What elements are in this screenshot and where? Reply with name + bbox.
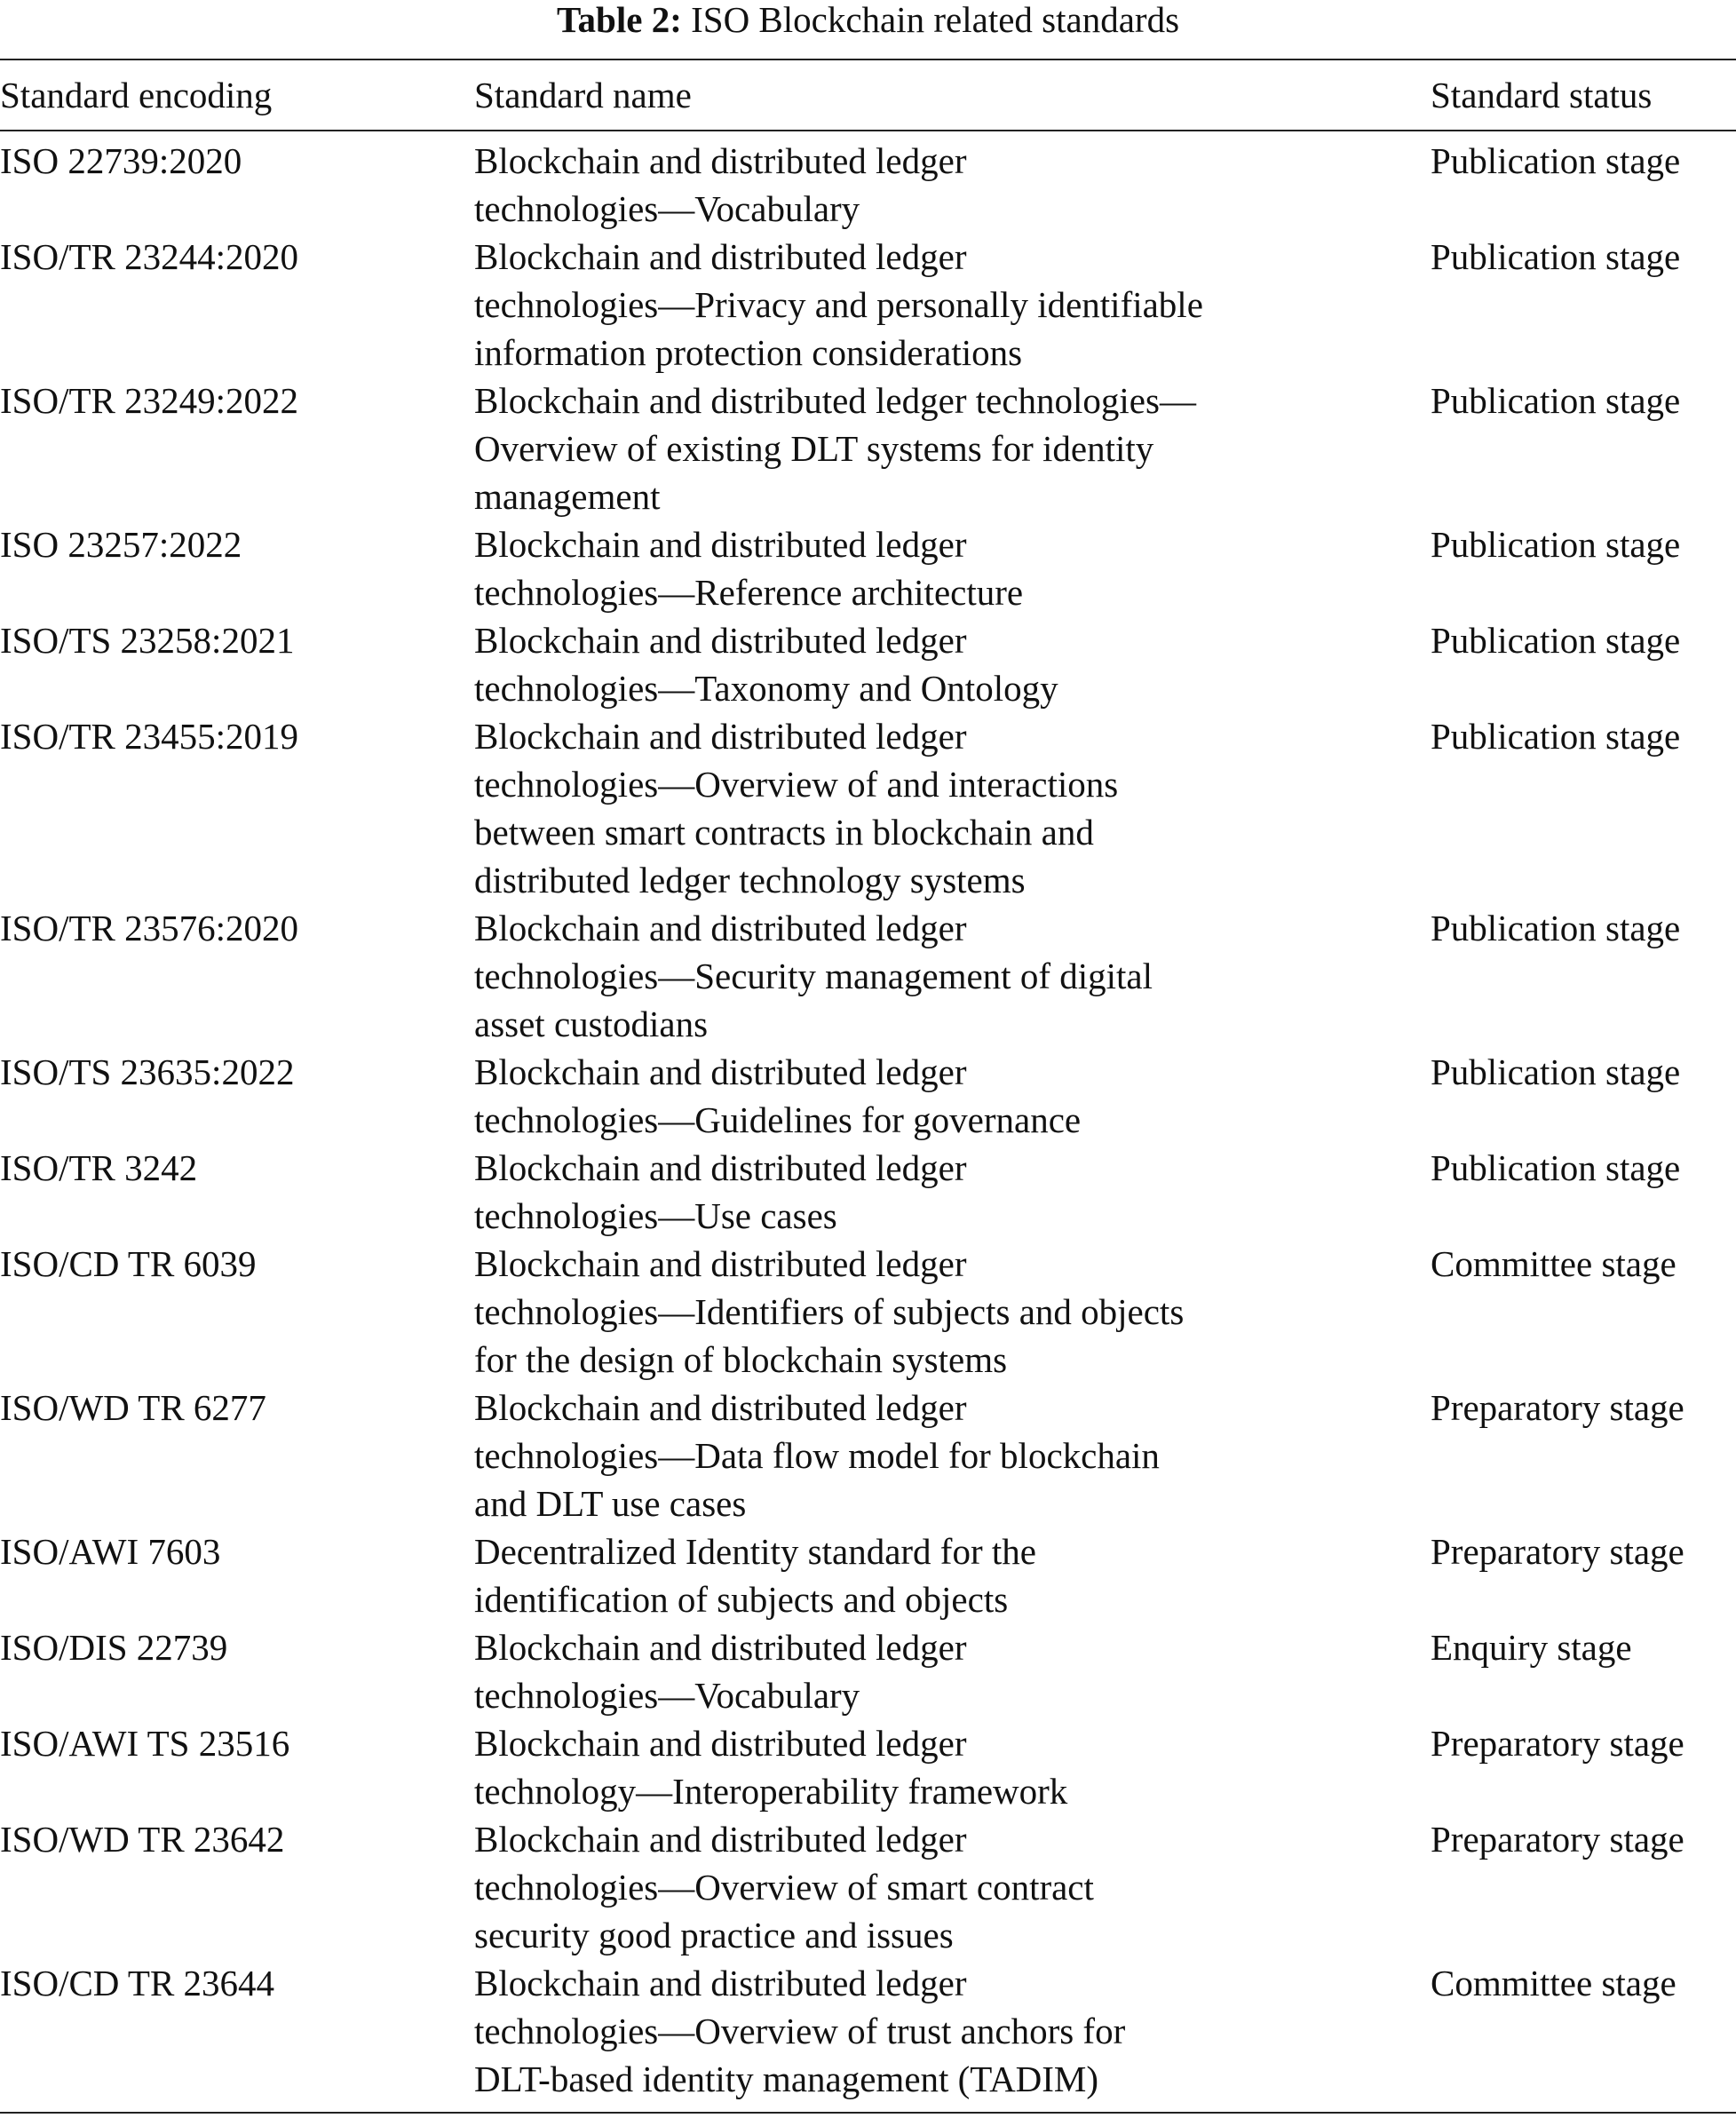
cell-standard-name	[474, 1384, 1431, 1527]
cell-standard-encoding: ISO/TS 23258:2021	[0, 620, 295, 661]
cell-standard-name	[474, 233, 1431, 377]
cell-standard-encoding: ISO/WD TR 6277	[0, 1387, 266, 1428]
cell-standard-status: Preparatory stage	[1431, 1531, 1684, 1572]
cell-standard-encoding: ISO/CD TR 6039	[0, 1243, 257, 1284]
standard-name-line: Blockchain and distributed ledger	[474, 1627, 967, 1668]
cell-standard-encoding: ISO/TS 23635:2022	[0, 1051, 295, 1092]
standard-name-line: Blockchain and distributed ledger	[474, 620, 967, 661]
cell-standard-encoding: ISO/TR 3242	[0, 1147, 198, 1188]
cell-standard-status: Preparatory stage	[1431, 1819, 1684, 1860]
cell-standard-status: Publication stage	[1431, 524, 1681, 565]
table-row	[0, 520, 1736, 616]
cell-standard-name	[474, 1719, 1431, 1815]
table-row	[0, 1527, 1736, 1623]
table-header-row	[0, 60, 1736, 131]
standard-name-line: and DLT use cases	[474, 1483, 747, 1524]
table-caption-label: Table 2:	[556, 0, 682, 40]
standard-name-line: technologies—Overview of trust anchors for	[474, 2011, 1126, 2051]
cell-standard-encoding: ISO 22739:2020	[0, 140, 242, 181]
cell-standard-name	[474, 520, 1431, 616]
cell-standard-name	[474, 1959, 1431, 2103]
standard-name-line: Blockchain and distributed ledger	[474, 908, 967, 948]
standard-name-line: technologies—Data flow model for blockchain	[474, 1435, 1160, 1476]
standard-name-line: security good practice and issues	[474, 1915, 954, 1955]
header-standard-encoding: Standard encoding	[0, 75, 273, 115]
table-row	[0, 1815, 1736, 1959]
table-row	[0, 233, 1736, 377]
cell-standard-encoding: ISO/WD TR 23642	[0, 1819, 285, 1860]
table-row	[0, 137, 1736, 233]
standard-name-line: Blockchain and distributed ledger	[474, 1387, 967, 1428]
cell-standard-name	[474, 712, 1431, 904]
cell-standard-name	[474, 137, 1431, 233]
standard-name-line: technologies—Identifiers of subjects and objects	[474, 1291, 1185, 1332]
standard-name-line: Decentralized Identity standard for the	[474, 1531, 1036, 1572]
cell-standard-status: Publication stage	[1431, 716, 1681, 757]
cell-standard-name	[474, 377, 1431, 520]
cell-standard-name	[474, 1240, 1431, 1384]
standard-name-line: asset custodians	[474, 1004, 709, 1044]
cell-standard-name	[474, 904, 1431, 1048]
table-row	[0, 1623, 1736, 1719]
standard-name-line: Overview of existing DLT systems for identity	[474, 428, 1154, 469]
table-row	[0, 377, 1736, 520]
cell-standard-status: Publication stage	[1431, 1051, 1681, 1092]
cell-standard-name	[474, 1527, 1431, 1623]
table-row	[0, 1048, 1736, 1144]
cell-standard-status: Publication stage	[1431, 1147, 1681, 1188]
cell-standard-name	[474, 1815, 1431, 1959]
table-caption-text: ISO Blockchain related standards	[691, 0, 1180, 40]
table-row	[0, 1959, 1736, 2103]
standard-name-line: Blockchain and distributed ledger	[474, 236, 967, 277]
standard-name-line: DLT-based identity management (TADIM)	[474, 2059, 1099, 2099]
cell-standard-encoding: ISO/DIS 22739	[0, 1627, 228, 1668]
table-row	[0, 616, 1736, 712]
table-row	[0, 1240, 1736, 1384]
standard-name-line: technologies—Security management of digital	[474, 956, 1153, 996]
cell-standard-encoding: ISO/AWI 7603	[0, 1531, 221, 1572]
cell-standard-encoding: ISO/CD TR 23644	[0, 1963, 275, 2003]
standard-name-line: Blockchain and distributed ledger	[474, 1723, 967, 1764]
standard-name-line: Blockchain and distributed ledger	[474, 716, 967, 757]
standard-name-line: technologies—Privacy and personally identifiable	[474, 284, 1203, 325]
cell-standard-encoding: ISO/TR 23576:2020	[0, 908, 298, 948]
cell-standard-status: Preparatory stage	[1431, 1387, 1684, 1428]
cell-standard-name	[474, 616, 1431, 712]
cell-standard-name	[474, 1623, 1431, 1719]
cell-standard-encoding: ISO 23257:2022	[0, 524, 242, 565]
cell-standard-status: Enquiry stage	[1431, 1627, 1632, 1668]
cell-standard-name	[474, 1048, 1431, 1144]
standard-name-line: Blockchain and distributed ledger	[474, 1243, 967, 1284]
cell-standard-status: Preparatory stage	[1431, 1723, 1684, 1764]
table-row	[0, 1719, 1736, 1815]
header-standard-name: Standard name	[474, 75, 692, 115]
standard-name-line: technologies—Vocabulary	[474, 188, 860, 229]
table-row	[0, 1384, 1736, 1527]
standard-name-line: Blockchain and distributed ledger	[474, 1963, 967, 2003]
table-row	[0, 904, 1736, 1048]
standard-name-line: information protection considerations	[474, 332, 1023, 373]
table-row	[0, 712, 1736, 904]
table-body	[0, 131, 1736, 2112]
standard-name-line: Blockchain and distributed ledger	[474, 524, 967, 565]
standard-name-line: technologies—Overview of and interactions	[474, 764, 1119, 805]
cell-standard-name	[474, 1144, 1431, 1240]
cell-standard-encoding: ISO/AWI TS 23516	[0, 1723, 290, 1764]
cell-standard-status: Committee stage	[1431, 1243, 1677, 1284]
table-row	[0, 1144, 1736, 1240]
cell-standard-status: Publication stage	[1431, 380, 1681, 421]
cell-standard-status: Publication stage	[1431, 620, 1681, 661]
standard-name-line: between smart contracts in blockchain and	[474, 812, 1094, 853]
cell-standard-status: Publication stage	[1431, 908, 1681, 948]
cell-standard-status: Publication stage	[1431, 236, 1681, 277]
cell-standard-encoding: ISO/TR 23455:2019	[0, 716, 298, 757]
standard-name-line: Blockchain and distributed ledger	[474, 140, 967, 181]
standard-name-line: for the design of blockchain systems	[474, 1339, 1008, 1380]
standard-name-line: technologies—Reference architecture	[474, 572, 1024, 613]
standard-name-line: distributed ledger technology systems	[474, 860, 1026, 900]
standard-name-line: Blockchain and distributed ledger	[474, 1051, 967, 1092]
standard-name-line: technologies—Vocabulary	[474, 1675, 860, 1716]
standards-table	[0, 59, 1736, 2114]
standard-name-line: Blockchain and distributed ledger	[474, 1147, 967, 1188]
standard-name-line: technologies—Guidelines for governance	[474, 1099, 1082, 1140]
header-standard-status: Standard status	[1431, 75, 1653, 115]
standard-name-line: identification of subjects and objects	[474, 1579, 1009, 1620]
standard-name-line: technologies—Taxonomy and Ontology	[474, 668, 1058, 709]
standard-name-line: technologies—Use cases	[474, 1195, 837, 1236]
standard-name-line: Blockchain and distributed ledger technologies—	[474, 380, 1196, 421]
table-caption	[0, 0, 1736, 39]
cell-standard-encoding: ISO/TR 23249:2022	[0, 380, 298, 421]
cell-standard-encoding: ISO/TR 23244:2020	[0, 236, 298, 277]
standard-name-line: management	[474, 476, 661, 517]
standard-name-line: technology—Interoperability framework	[474, 1771, 1068, 1812]
cell-standard-status: Publication stage	[1431, 140, 1681, 181]
standard-name-line: technologies—Overview of smart contract	[474, 1867, 1094, 1908]
cell-standard-status: Committee stage	[1431, 1963, 1677, 2003]
standard-name-line: Blockchain and distributed ledger	[474, 1819, 967, 1860]
